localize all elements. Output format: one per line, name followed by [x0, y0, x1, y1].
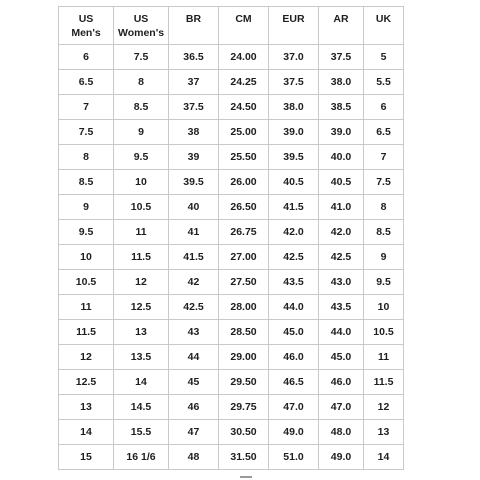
table-cell: 10 — [364, 295, 404, 320]
table-cell: 9.5 — [364, 270, 404, 295]
table-cell: 42.5 — [269, 245, 319, 270]
table-cell: 29.50 — [219, 370, 269, 395]
table-row — [59, 195, 404, 220]
table-cell: 25.00 — [219, 120, 269, 145]
table-cell: 26.75 — [219, 220, 269, 245]
table-cell: 11.5 — [364, 370, 404, 395]
table-cell: 14 — [364, 445, 404, 470]
table-cell: 8 — [59, 145, 114, 170]
table-row — [59, 445, 404, 470]
table-cell: 41.5 — [269, 195, 319, 220]
column-header-label: US — [78, 13, 94, 25]
table-cell: 15 — [59, 445, 114, 470]
table-row — [59, 120, 404, 145]
table-cell: 9.5 — [59, 220, 114, 245]
table-cell: 42 — [169, 270, 219, 295]
header-row — [59, 7, 404, 45]
column-header-label: BR — [185, 13, 202, 25]
table-cell: 39 — [169, 145, 219, 170]
table-row — [59, 170, 404, 195]
table-row — [59, 220, 404, 245]
table-cell: 7.5 — [364, 170, 404, 195]
table-cell: 8 — [114, 70, 169, 95]
table-cell: 47.0 — [269, 395, 319, 420]
table-cell: 7.5 — [114, 45, 169, 70]
table-cell: 43 — [169, 320, 219, 345]
column-header-label: CM — [235, 13, 252, 25]
table-cell: 7 — [59, 95, 114, 120]
table-cell: 46 — [169, 395, 219, 420]
column-header-sublabel: Women's — [117, 27, 165, 39]
table-cell: 45.0 — [269, 320, 319, 345]
table-cell: 24.25 — [219, 70, 269, 95]
table-cell: 40.0 — [319, 145, 364, 170]
column-header — [319, 7, 364, 45]
table-cell: 16 1/6 — [114, 445, 169, 470]
table-cell: 43.0 — [319, 270, 364, 295]
column-header-sublabel: Men's — [71, 27, 101, 39]
column-header — [59, 7, 114, 45]
table-cell: 37.5 — [319, 45, 364, 70]
table-cell: 28.50 — [219, 320, 269, 345]
table-cell: 41.0 — [319, 195, 364, 220]
table-row — [59, 270, 404, 295]
table-row — [59, 320, 404, 345]
table-cell: 44.0 — [319, 320, 364, 345]
table-cell: 48.0 — [319, 420, 364, 445]
table-cell: 49.0 — [269, 420, 319, 445]
table-cell: 6 — [364, 95, 404, 120]
table-cell: 38.0 — [319, 70, 364, 95]
column-header — [364, 7, 404, 45]
table-cell: 43.5 — [319, 295, 364, 320]
table-cell: 45.0 — [319, 345, 364, 370]
table-row — [59, 345, 404, 370]
table-cell: 40.5 — [269, 170, 319, 195]
table-cell: 31.50 — [219, 445, 269, 470]
table-cell: 8.5 — [59, 170, 114, 195]
table-cell: 44 — [169, 345, 219, 370]
table-cell: 51.0 — [269, 445, 319, 470]
table-cell: 6.5 — [364, 120, 404, 145]
table-cell: 27.00 — [219, 245, 269, 270]
table-cell: 42.5 — [319, 245, 364, 270]
table-cell: 11.5 — [114, 245, 169, 270]
column-header — [269, 7, 319, 45]
table-cell: 46.5 — [269, 370, 319, 395]
table-cell: 40 — [169, 195, 219, 220]
table-cell: 38 — [169, 120, 219, 145]
table-cell: 6.5 — [59, 70, 114, 95]
table-cell: 26.00 — [219, 170, 269, 195]
table-cell: 11 — [59, 295, 114, 320]
column-header — [169, 7, 219, 45]
table-cell: 8 — [364, 195, 404, 220]
table-cell: 12.5 — [59, 370, 114, 395]
column-header — [219, 7, 269, 45]
page-bottom-mark — [240, 476, 252, 478]
table-row — [59, 245, 404, 270]
table-cell: 42.5 — [169, 295, 219, 320]
table-cell: 49.0 — [319, 445, 364, 470]
table-cell: 45 — [169, 370, 219, 395]
table-cell: 15.5 — [114, 420, 169, 445]
table-cell: 40.5 — [319, 170, 364, 195]
table-row — [59, 370, 404, 395]
table-cell: 13.5 — [114, 345, 169, 370]
table-cell: 46.0 — [269, 345, 319, 370]
table-cell: 29.75 — [219, 395, 269, 420]
table-cell: 12 — [364, 395, 404, 420]
size-chart-container — [58, 6, 404, 470]
table-cell: 6 — [59, 45, 114, 70]
table-cell: 26.50 — [219, 195, 269, 220]
table-cell: 37.0 — [269, 45, 319, 70]
table-cell: 10 — [114, 170, 169, 195]
table-cell: 46.0 — [319, 370, 364, 395]
table-cell: 11.5 — [59, 320, 114, 345]
table-cell: 7 — [364, 145, 404, 170]
table-cell: 39.5 — [269, 145, 319, 170]
table-cell: 7.5 — [59, 120, 114, 145]
table-cell: 11 — [114, 220, 169, 245]
table-cell: 39.0 — [269, 120, 319, 145]
table-cell: 39.5 — [169, 170, 219, 195]
table-cell: 13 — [114, 320, 169, 345]
table-cell: 14 — [114, 370, 169, 395]
table-cell: 12 — [114, 270, 169, 295]
table-cell: 28.00 — [219, 295, 269, 320]
table-cell: 9 — [59, 195, 114, 220]
table-header — [59, 7, 404, 45]
table-cell: 43.5 — [269, 270, 319, 295]
table-cell: 24.50 — [219, 95, 269, 120]
table-cell: 44.0 — [269, 295, 319, 320]
table-cell: 42.0 — [269, 220, 319, 245]
table-row — [59, 395, 404, 420]
column-header-label: UK — [375, 13, 392, 25]
table-cell: 9 — [364, 245, 404, 270]
table-cell: 37.5 — [269, 70, 319, 95]
table-cell: 13 — [59, 395, 114, 420]
table-cell: 42.0 — [319, 220, 364, 245]
table-cell: 47.0 — [319, 395, 364, 420]
table-cell: 30.50 — [219, 420, 269, 445]
table-cell: 10.5 — [114, 195, 169, 220]
table-cell: 37 — [169, 70, 219, 95]
column-header-label: EUR — [282, 13, 305, 25]
table-cell: 39.0 — [319, 120, 364, 145]
table-row — [59, 145, 404, 170]
table-cell: 14 — [59, 420, 114, 445]
table-cell: 5.5 — [364, 70, 404, 95]
column-header-label: AR — [333, 13, 349, 25]
table-cell: 25.50 — [219, 145, 269, 170]
table-cell: 13 — [364, 420, 404, 445]
table-cell: 10 — [59, 245, 114, 270]
table-cell: 5 — [364, 45, 404, 70]
table-row — [59, 45, 404, 70]
table-row — [59, 420, 404, 445]
table-cell: 10.5 — [364, 320, 404, 345]
table-cell: 9.5 — [114, 145, 169, 170]
size-conversion-table — [58, 6, 404, 470]
table-cell: 29.00 — [219, 345, 269, 370]
table-cell: 24.00 — [219, 45, 269, 70]
table-row — [59, 70, 404, 95]
table-cell: 48 — [169, 445, 219, 470]
table-cell: 36.5 — [169, 45, 219, 70]
table-row — [59, 295, 404, 320]
column-header — [114, 7, 169, 45]
table-body — [59, 45, 404, 470]
table-cell: 14.5 — [114, 395, 169, 420]
table-cell: 8.5 — [114, 95, 169, 120]
table-cell: 37.5 — [169, 95, 219, 120]
table-cell: 41.5 — [169, 245, 219, 270]
table-cell: 11 — [364, 345, 404, 370]
table-row — [59, 95, 404, 120]
table-cell: 47 — [169, 420, 219, 445]
table-cell: 9 — [114, 120, 169, 145]
table-cell: 10.5 — [59, 270, 114, 295]
column-header-label: US — [133, 13, 149, 25]
table-cell: 38.5 — [319, 95, 364, 120]
table-cell: 12 — [59, 345, 114, 370]
table-cell: 12.5 — [114, 295, 169, 320]
table-cell: 8.5 — [364, 220, 404, 245]
table-cell: 41 — [169, 220, 219, 245]
table-cell: 38.0 — [269, 95, 319, 120]
table-cell: 27.50 — [219, 270, 269, 295]
